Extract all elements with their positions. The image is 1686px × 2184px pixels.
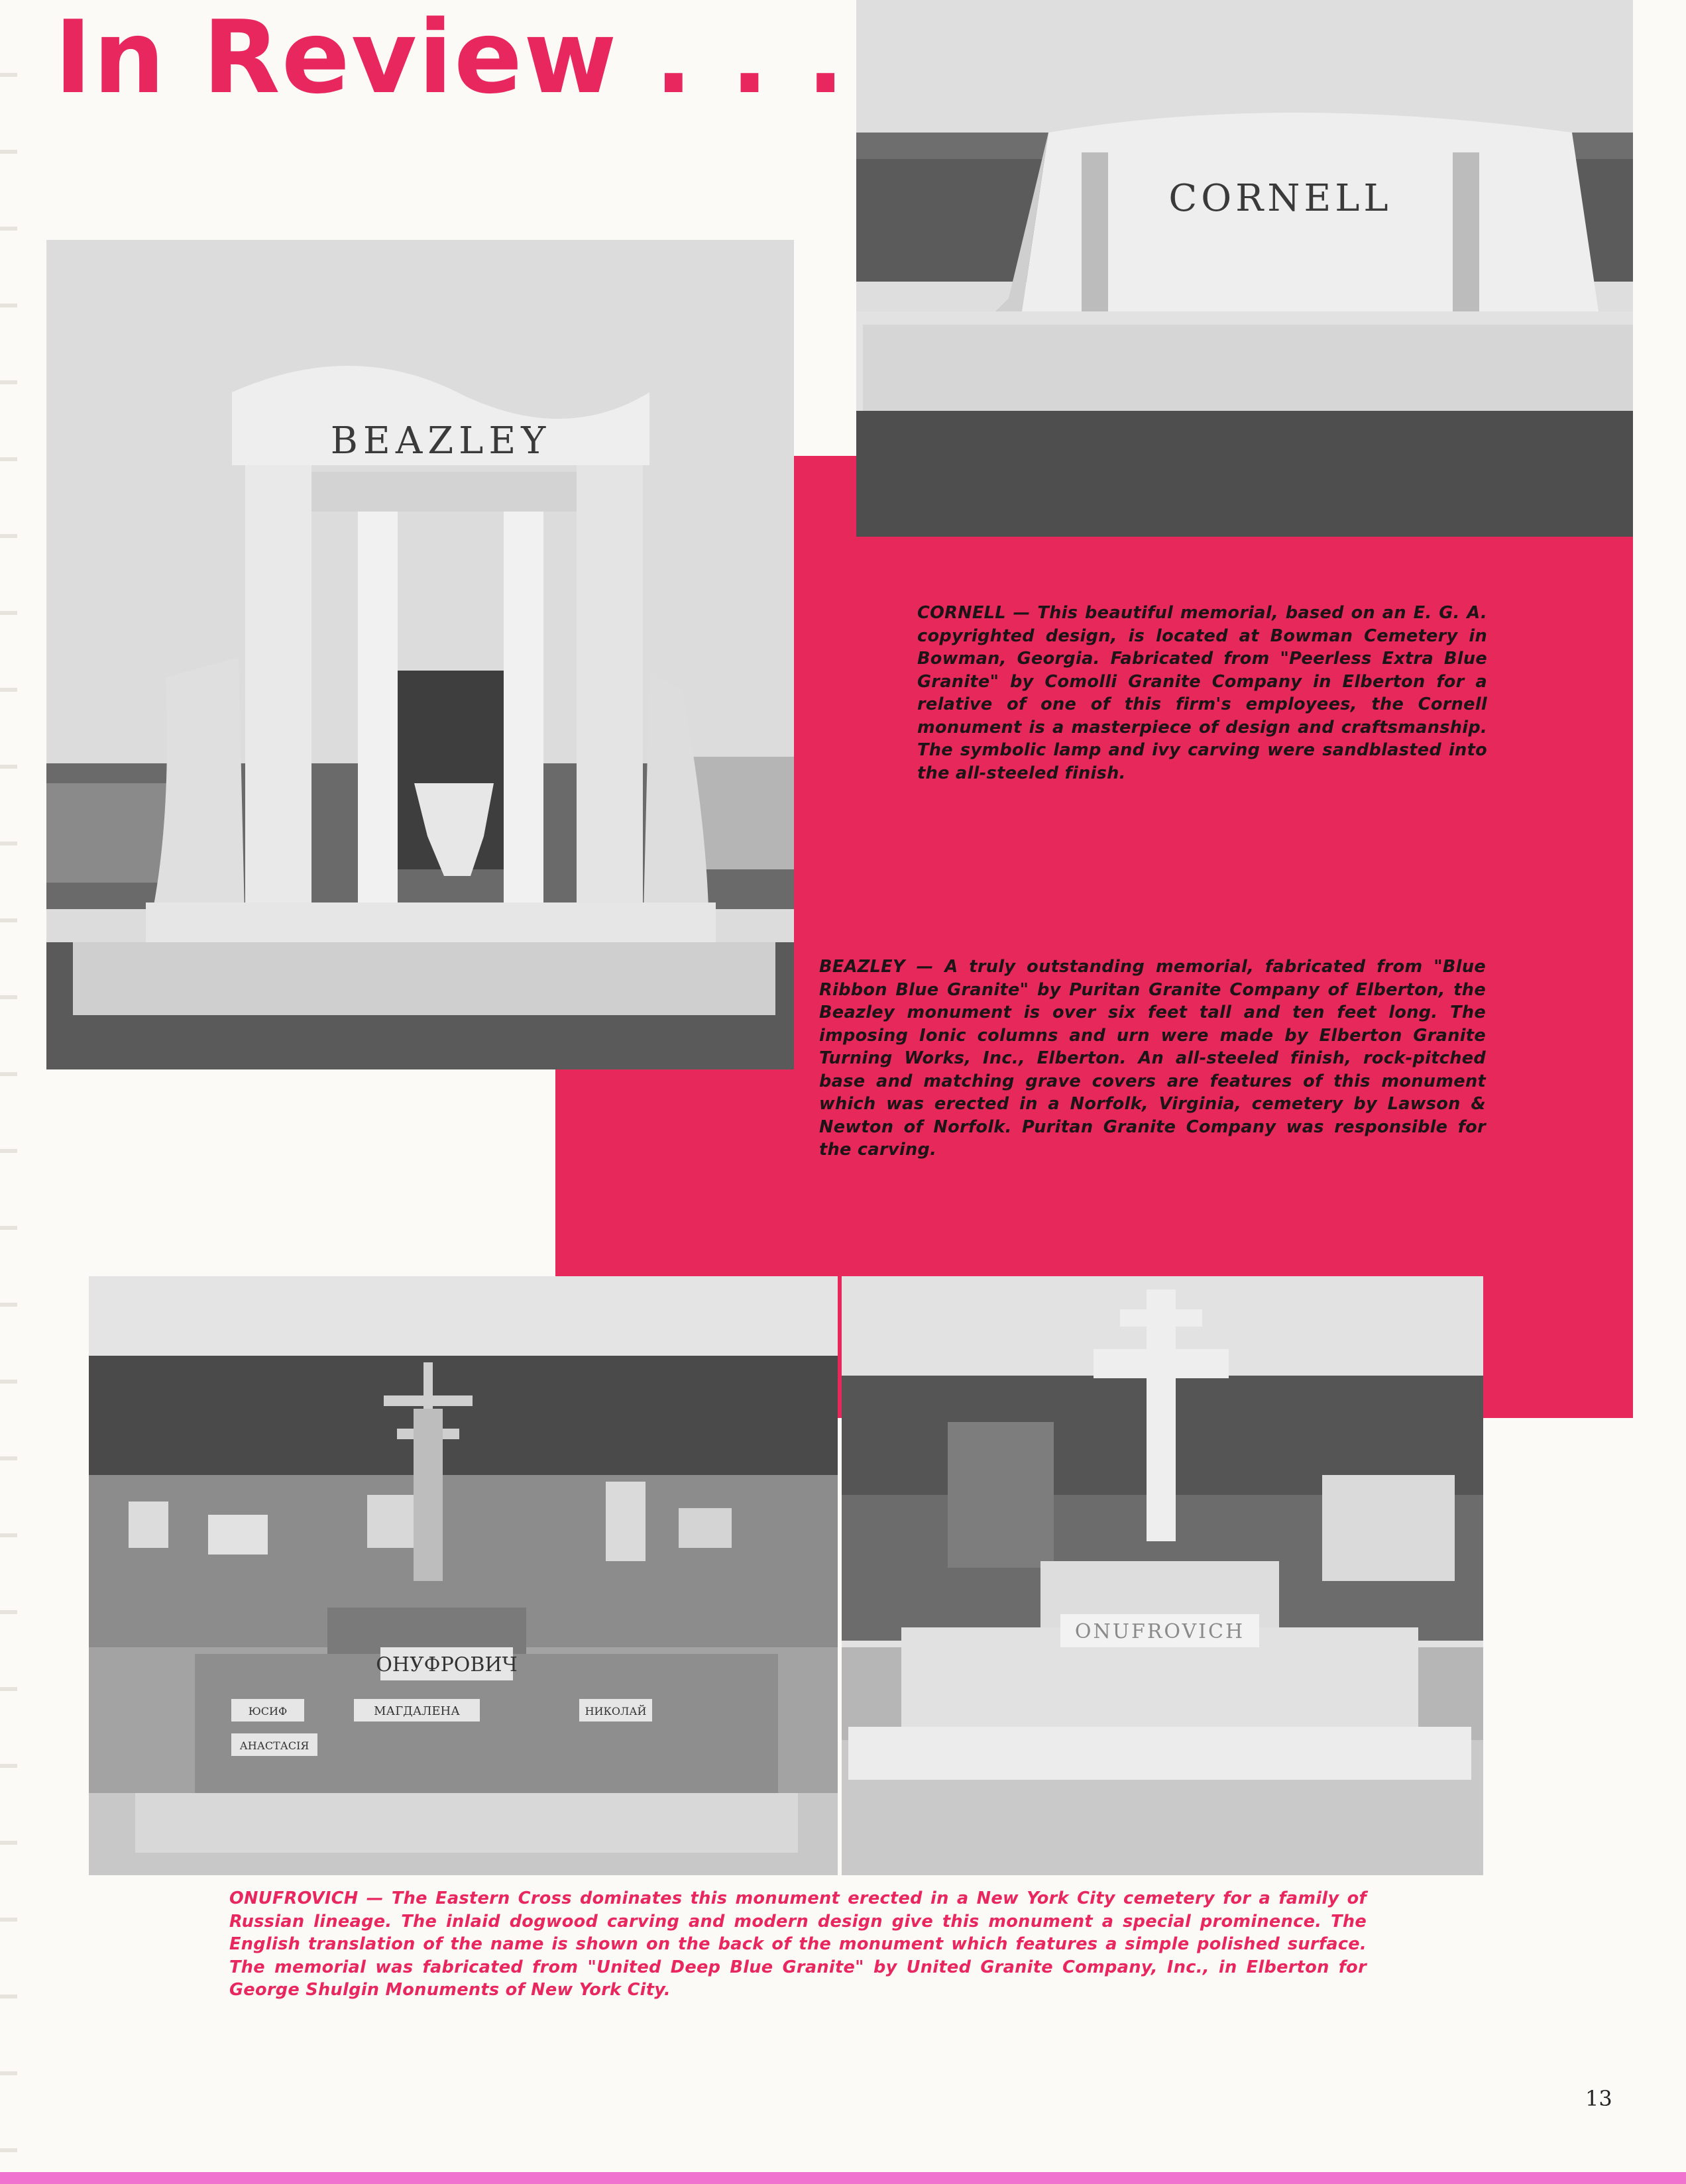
onufrovich-caption: ONUFROVICH — The Eastern Cross dominates this monument erected in a New York City cemetery for a family of Russian lineage. The inlaid dogwood carving and modern design give this monument a special prominence. The English translation of the name is shown on the back of the monument which features a simple polished surface. The memorial was fabricated from "United Deep Blue Granite" by United Granite Company, Inc., in Elberton for George Shulgin Monuments of New York City. [229, 1888, 1367, 2000]
onufrovich-front-photo [89, 1276, 838, 1875]
beazley-caption: BEAZLEY — A truly outstanding memorial, fabricated from "Blue Ribbon Blue Granite" by Puritan Granite Company of Elberton, the Beazley monument is over six feet tall and ten feet long. The imposing Ionic columns and urn were made by Elberton Granite Turning Works, Inc., Elberton. An all-steeled finish, rock-pitched base and matching grave covers are features of this monument which was erected in a Norfolk, Virginia, cemetery by Lawson & Newton of Norfolk. Puritan Granite Company was responsible for the carving. [819, 957, 1486, 1160]
onufrovich-cyrillic-surname: ОНУФРОВИЧ [376, 1653, 518, 1676]
beazley-monument-photo [46, 240, 794, 1069]
name-plate-1: ЮСИФ [248, 1705, 288, 1718]
bottom-edge-bar [0, 2172, 1686, 2184]
cornell-caption: CORNELL — This beautiful memorial, based on an E. G. A. copyrighted design, is located at Bowman Cemetery in Bowman, Georgia. Fabricated from "Peerless Extra Blue Granite" by Comolli Granite Company in Elberton for a relative of one of this firm's employees, the Cornell monument is a masterpiece of design and craftsmanship. The symbolic lamp and ivy carving were sandblasted into the all-steeled finish. [917, 603, 1487, 783]
onufrovich-back-photo [842, 1276, 1483, 1875]
cornell-monument-photo [856, 0, 1633, 537]
cornell-inscription: CORNELL [1168, 177, 1392, 220]
name-plate-4: АНАСТАСІЯ [239, 1739, 309, 1752]
onufrovich-inscription: ONUFROVICH [1074, 1620, 1245, 1643]
spiral-binding-edge [0, 0, 17, 2184]
page-number: 13 [1585, 2086, 1612, 2111]
beazley-inscription: BEAZLEY [330, 419, 551, 463]
name-plate-2: МАГДАЛЕНА [374, 1704, 460, 1718]
page-title: In Review . . . [54, 0, 846, 116]
name-plate-3: НИКОЛАЙ [585, 1705, 647, 1718]
